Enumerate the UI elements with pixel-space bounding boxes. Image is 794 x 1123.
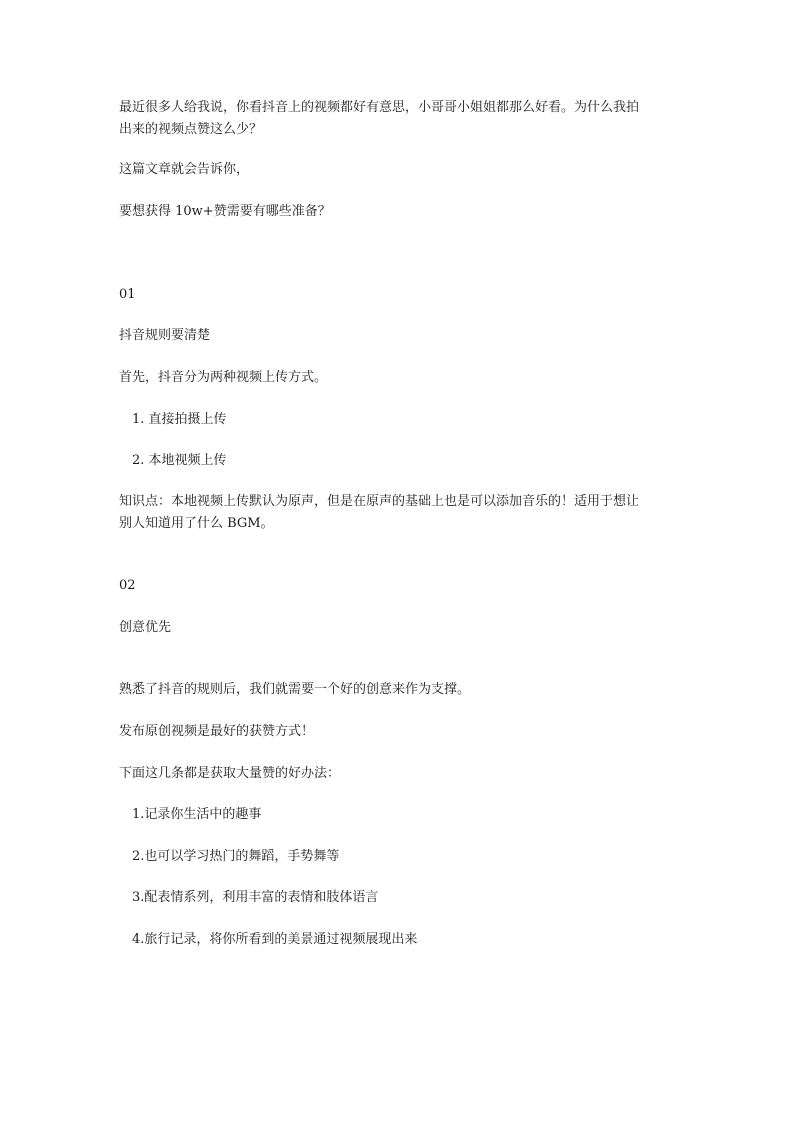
section-2-list-item: 4.旅行记录，将你所看到的美景通过视频展现出来 <box>132 932 418 947</box>
section-2-number: 02 <box>119 578 136 593</box>
section-2-paragraph-2: 发布原创视频是最好的获赞方式！ <box>119 724 315 739</box>
section-1-list-item: 2. 本地视频上传 <box>132 453 227 468</box>
section-2-heading: 创意优先 <box>119 620 172 635</box>
intro-sentence-3: 要想获得 10w+赞需要有哪些准备？ <box>119 204 331 219</box>
section-2-list-item: 2.也可以学习热门的舞蹈，手势舞等 <box>132 849 340 864</box>
section-2-paragraph-1: 熟悉了抖音的规则后，我们就需要一个好的创意来作为支撑。 <box>119 682 471 697</box>
section-1-list-item: 1. 直接拍摄上传 <box>132 412 227 427</box>
section-1-note-line-2: 别人知道用了什么 BGM。 <box>119 516 274 531</box>
intro-paragraph-line-2: 出来的视频点赞这么少？ <box>119 122 263 137</box>
intro-sentence-2: 这篇文章就会告诉你， <box>119 162 250 177</box>
section-2-list-item: 1.记录你生活中的趣事 <box>132 807 262 822</box>
section-2-paragraph-3: 下面这几条都是获取大量赞的好办法： <box>119 766 341 781</box>
section-2-list-item: 3.配表情系列，利用丰富的表情和肢体语言 <box>132 890 379 905</box>
section-1-heading: 抖音规则要清楚 <box>119 328 211 343</box>
section-1-note-line-1: 知识点：本地视频上传默认为原声，但是在原声的基础上也是可以添加音乐的！适用于想让 <box>119 494 640 509</box>
section-1-lead: 首先，抖音分为两种视频上传方式。 <box>119 370 328 385</box>
section-1-number: 01 <box>119 287 136 302</box>
intro-paragraph-line-1: 最近很多人给我说，你看抖音上的视频都好有意思，小哥哥小姐姐都那么好看。为什么我拍 <box>119 100 640 115</box>
